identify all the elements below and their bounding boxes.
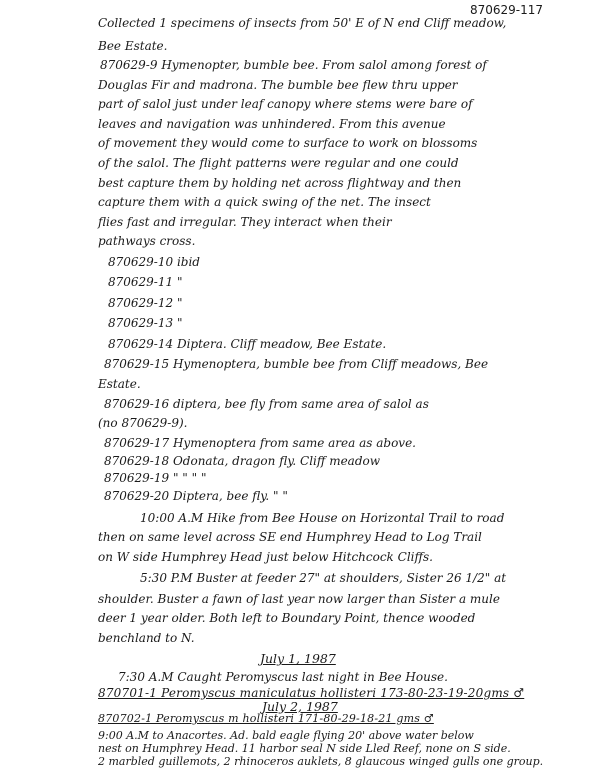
note-line: of the salol. The flight patterns were regular and one could <box>98 155 459 170</box>
note-line: 2 marbled guillemots, 2 rhinoceros auklets, 8 glaucous winged gulls one group. <box>98 755 544 768</box>
specimen-entry: 870629-15 Hymenoptera, bumble bee from Cliff meadows, Bee <box>104 357 489 372</box>
specimen-entry: 870629-10 ibid <box>108 254 200 269</box>
note-line: part of salol just under leaf canopy where stems were bare of <box>98 97 473 112</box>
note-line: (no 870629-9). <box>98 416 188 431</box>
note-line: capture them with a quick swing of the net. The insect <box>98 195 431 210</box>
note-line: 5:30 P.M Buster at feeder 27" at shoulders, Sister 26 1/2" at <box>140 571 507 586</box>
note-line: shoulder. Buster a fawn of last year now larger than Sister a mule <box>98 591 500 606</box>
note-line: 7:30 A.M Caught Peromyscus last night in Bee House. <box>118 670 448 685</box>
note-line: then on same level across SE end Humphrey Head to Log Trail <box>98 530 482 545</box>
specimen-entry: 870701-1 Peromyscus maniculatus hollisteri 173-80-23-19-20gms ♂ <box>98 685 525 700</box>
note-line: 9:00 A.M to Anacortes. Ad. bald eagle flying 20' above water below <box>98 728 474 742</box>
note-line: Douglas Fir and madrona. The bumble bee flew thru upper <box>98 77 458 92</box>
note-line: 10:00 A.M Hike from Bee House on Horizontal Trail to road <box>140 510 505 525</box>
note-line: Estate. <box>98 377 141 392</box>
note-line: leaves and navigation was unhindered. From this avenue <box>98 116 446 131</box>
note-line: best capture them by holding net across flightway and then <box>98 175 462 190</box>
specimen-entry: 870629-18 Odonata, dragon fly. Cliff meadow <box>104 453 381 468</box>
specimen-entry: 870702-1 Peromyscus m hollisteri 171-80-29-18-21 gms ♂ <box>98 712 434 726</box>
specimen-entry: 870629-17 Hymenoptera from same area as above. <box>104 435 416 450</box>
note-line: benchland to N. <box>98 630 195 645</box>
date-heading: July 2, 1987 <box>262 698 338 714</box>
date-heading: July 1, 1987 <box>260 651 336 667</box>
specimen-entry: 870629-13 " <box>108 316 183 331</box>
note-line: of movement they would come to surface to work on blossoms <box>98 136 478 151</box>
note-line: nest on Humphrey Head. 11 harbor seal N side Lled Reef, none on S side. <box>98 741 511 755</box>
note-line: 870629-9 Hymenopter, bumble bee. From salol among forest of <box>100 57 487 72</box>
specimen-entry: 870629-11 " <box>108 275 183 290</box>
note-line: Collected 1 specimens of insects from 50' E of N end Cliff meadow, <box>98 15 507 30</box>
note-line: deer 1 year older. Both left to Boundary Point, thence wooded <box>98 611 476 626</box>
note-line: flies fast and irregular. They interact when their <box>98 214 392 229</box>
specimen-entry: 870629-12 " <box>108 295 183 310</box>
note-line: pathways cross. <box>98 234 196 249</box>
note-line: on W side Humphrey Head just below Hitchcock Cliffs. <box>98 549 433 564</box>
note-line: Bee Estate. <box>98 39 168 54</box>
specimen-entry: 870629-14 Diptera. Cliff meadow, Bee Estate. <box>108 336 387 351</box>
specimen-entry: 870629-19 " " " " <box>104 471 207 486</box>
page-id: 870629-117 <box>470 2 544 17</box>
specimen-entry: 870629-20 Diptera, bee fly. " " <box>104 489 288 504</box>
specimen-entry: 870629-16 diptera, bee fly from same area of salol as <box>104 396 429 411</box>
